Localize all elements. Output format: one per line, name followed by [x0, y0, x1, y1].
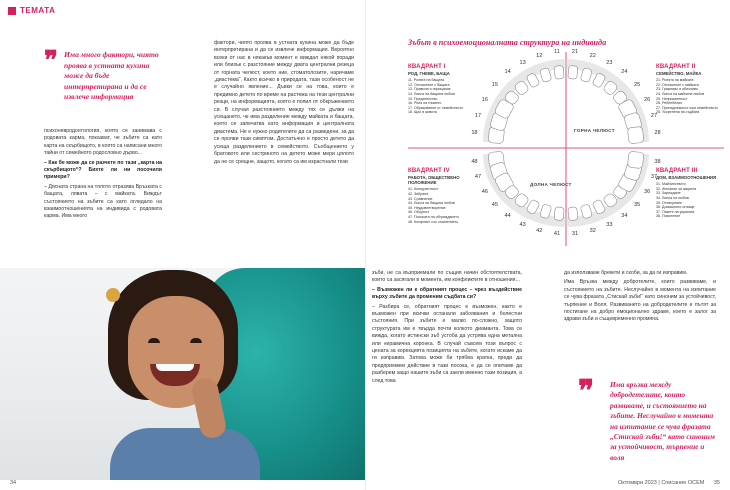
quadrant-2-subtitle: СЕМЕЙСТВО, МАЙКА: [656, 71, 702, 76]
quadrant-item: 44. Липса на бащина любов: [408, 201, 455, 206]
tooth-number-label: 46: [481, 188, 488, 195]
section-tag: [8, 6, 55, 15]
quadrant-item: 34. Липса на любов: [656, 195, 689, 200]
quadrant-3-list: [656, 182, 722, 219]
girl-photo: [0, 268, 365, 480]
tooth-number-label: 12: [536, 52, 543, 59]
quadrant-4: [408, 168, 474, 224]
tooth-31: [568, 207, 578, 221]
right-col1-paragraph: – Възможен ли е обратният процес – чрез въздействие върху зъбите да променим съдбата си?: [372, 286, 522, 301]
quadrant-item: 46. Общност: [408, 210, 430, 215]
quadrant-1-subtitle: РОД, ГНЕВЕ, БАЩА: [408, 71, 450, 76]
quadrant-item: 48. Конфликт със съмнението: [408, 219, 459, 224]
quadrant-item: 31. Майчинството: [656, 182, 686, 187]
quadrant-item: 25. Неприязненост: [656, 96, 688, 101]
quadrant-item: 12. Отношение с бащата: [408, 82, 450, 87]
right-col1-paragraph: зъби, не са възприемали по същия начин обстоятелствата, които са засягали в момента, им конфликтите в отношения...: [372, 270, 522, 284]
quadrant-item: 43. Сравнение: [408, 196, 433, 201]
quadrant-item: 42. Забрана: [408, 192, 429, 196]
tooth-number-label: 25: [633, 81, 641, 88]
quadrant-item: 27. Принадлежност към семейството: [656, 105, 718, 110]
right-pull-quote-text: Има връзка между добродетелите, които развиваме, и състоянието на зъбите. Неслучайно в момента на изпитание се чува фразата „Стискай зъби!“ като синоним за устойчивост, търпение и воля: [610, 380, 715, 462]
right-pull-quote: [578, 375, 718, 463]
tooth-number-label: 33: [606, 221, 613, 228]
tooth-38: [627, 151, 643, 168]
tooth-number-label: 13: [519, 59, 526, 66]
tooth-28: [627, 126, 643, 143]
quadrant-item: 11. Ролята на бащата: [408, 78, 444, 83]
hair-bow: [106, 288, 120, 302]
quadrant-item: 18. Щах в живота: [408, 110, 437, 115]
quadrant-4-title: КВАДРАНТ IV: [408, 168, 450, 174]
quadrant-item: 41. Конкурентност: [408, 187, 439, 192]
quadrant-item: 17. Образование от семейството: [408, 105, 463, 110]
quadrant-item: 35. Отхвърляне: [656, 200, 683, 205]
tooth-number-label: 27: [650, 112, 658, 119]
left-col1-paragraph: – Как бе може да се разчете по тази „карта на скърбищото“? Бихте ли ни посочили примери?: [44, 159, 162, 181]
quadrant-2-title: КВАДРАНТ II: [656, 64, 696, 70]
quadrant-4-subtitle: РАБОТА, ОБЩЕСТВЕНО ПОЛОЖЕНИЕ: [408, 175, 460, 186]
quote-mark-icon: ❞: [578, 375, 595, 408]
quadrant-item: 45. Неудовлетворение: [408, 205, 446, 210]
left-col1-paragraph: – Дясната страна на тялото отразява Връзката с бащата, лявата – с майката. Виждът състоянието на зъбите са като огледало на взаимоотношенията на индивида с родовата карма. Има много: [44, 183, 162, 220]
girl-eye-left: [148, 338, 160, 343]
left-col2-paragraph: фактори, чиято проява в устната кухина може да бъде интерпретирана и да се извлече информация. Вероятно всеки от нас в някакъв момент е виждал някой поради или близък с разстояние между двата централни резеца от горната челюст, което ние, стоматолозите, наричаме „диастема“. Както всичко в природата, тази особеност не е случайно явление... Дъвки се на това, които е предимно детето по време на растежа на тези централни резци, на информацията, която е попил от обкръжението си. В случая разстоянието между тях се дължи на усещането, че има разделение между майката и бащата, което се запечатва като информация в централната диастема. Не е нужно родителите да са разведени, за да се прояви тази симптом. Достатъчно е просто детето да усеща разделението в семейството. Съобщението у братовото или сестриното на детето може мери цялото да не се срещне, защото, когато са им израстнали тези: [214, 40, 354, 165]
quadrant-item: 37. Пазете на украсата: [656, 209, 695, 214]
tooth-number-label: 31: [571, 230, 579, 237]
tooth-number-label: 22: [589, 52, 596, 59]
quadrant-item: 14. Липса на бащина любов: [408, 91, 455, 96]
diagram-title: Зъбът в психоемоционалната структура на индивида: [408, 38, 607, 47]
quadrant-3: [656, 168, 722, 219]
quadrant-3-subtitle: ДОМ, ВЗАИМООТНОШЕНИЯ: [656, 175, 717, 180]
left-col1-paragraph: психоневродонтология, която се занимава с родовата карма, показват, че зъбите са като карта на скърбищото, в която са написани много тайни от семейното родословно дърво...: [44, 128, 162, 157]
tooth-number-label: 18: [471, 130, 478, 137]
tooth-number-label: 45: [491, 201, 498, 208]
tooth-number-label: 28: [654, 130, 661, 137]
tooth-21: [568, 65, 578, 79]
quadrant-2: [656, 64, 722, 115]
section-tag-label: ТЕМАТА: [20, 6, 56, 15]
section-tag-square: [8, 7, 16, 15]
quadrant-item: 15. Предателство: [408, 96, 438, 101]
tooth-number-label: 34: [621, 212, 628, 219]
page-footer-right: [618, 480, 720, 486]
tooth-number-label: 41: [553, 230, 561, 237]
upper-jaw-label: ГОРНА ЧЕЛЮСТ: [574, 128, 615, 133]
girl-shirt: [110, 428, 260, 480]
right-page: [365, 0, 730, 490]
tooth-number-label: 24: [621, 69, 628, 76]
tooth-number-label: 47: [474, 174, 482, 181]
tooth-number-label: 23: [606, 59, 613, 66]
tooth-number-label: 43: [519, 221, 526, 228]
quadrant-1-title: КВАДРАНТ I: [408, 64, 446, 70]
girl-eye-right: [190, 338, 202, 343]
tooth-number-label: 37: [650, 174, 658, 181]
left-column-1: [44, 128, 162, 223]
page-number-right: 35: [713, 480, 720, 486]
quadrant-item: 32. Желание за закрила: [656, 186, 697, 191]
page-number-left: 34: [10, 480, 17, 486]
quadrant-item: 47. Посоката на обграждането: [408, 214, 459, 219]
tooth-number-label: 17: [474, 112, 482, 119]
quadrant-1-list: [408, 78, 474, 115]
tooth-number-label: 35: [633, 201, 641, 208]
quadrant-item: 26. Ребенбелие: [656, 101, 683, 106]
left-pull-quote: [44, 46, 164, 103]
left-column-2: [214, 40, 354, 168]
quadrant-1: [408, 64, 474, 115]
teeth-diagram: [406, 50, 726, 250]
tooth-number-label: 44: [504, 212, 511, 219]
tooth-number-label: 42: [536, 227, 543, 234]
tooth-number-label: 36: [644, 188, 651, 195]
quadrant-item: 33. Зареждане: [656, 191, 681, 196]
tooth-number-label: 48: [471, 158, 478, 165]
quadrant-item: 28. Укоренена на съдбата: [656, 110, 700, 115]
left-pull-quote-text: Има много фактори, чиято проява в устната кухина може да бъде интерпретирана и да се извлече информация: [64, 50, 159, 101]
girl-teeth: [156, 364, 194, 371]
quadrant-4-list: [408, 187, 474, 224]
quadrant-3-title: КВАДРАНТ III: [656, 168, 698, 174]
quadrant-item: 36. Домашното огнище: [656, 205, 695, 210]
quadrant-item: 38. Поколение: [656, 214, 681, 219]
tooth-number-label: 32: [589, 227, 596, 234]
footer-magazine-text: Октомври 2023 | Списание ОСЕМ: [617, 480, 705, 486]
quadrant-item: 24. Липса на майчина любов: [656, 91, 705, 96]
tooth-number-label: 11: [554, 49, 560, 56]
tooth-number-label: 26: [644, 96, 651, 103]
quadrant-item: 13. Правила и порицание: [408, 87, 451, 92]
quadrant-2-list: [656, 78, 722, 115]
right-col1-paragraph: – Разбира се, обратният процес е възможен, както е възможен при всички останали забоявания и болестни състояния. При зъбите е малко по-сложно, защото структурата им е твърда почти колкото диаманта. Това се вижда, когато истински зъб устоба да устрява една метална или керамична коронка. В случай съвсем този въпрос с цената за корекцията позицията на зъбите, когато искаме да ги изправим. Затова може би трябва кратка, преди да предприемем действие в тази посока, е да се опитаме да разберем защо нашите зъби са заели именно тази позиция, а след това: [372, 303, 522, 384]
right-col2-paragraph: Има Връзка между добротелите, които развиваме, и състоянието на зъбите. Неслучайно в момента на изпитание се чува фразата „Стискай зъби!“ като синоним за устойчивост, търпение и Воля. Развиването на добродетелите е пътят за постигане на добро емоционално здраве, което е залог за здрави зъби и същевременно промяна.: [564, 279, 716, 323]
tooth-number-label: 16: [481, 96, 488, 103]
quote-mark-icon: ❞: [44, 46, 58, 75]
quadrant-item: 21. Ролята на майката: [656, 78, 694, 83]
right-column-1: [372, 270, 522, 387]
right-column-2: [564, 270, 716, 326]
right-col2-paragraph: да използваме брекети и скоби, за да ги изправим.: [564, 270, 688, 276]
lower-jaw-label: ДОЛНА ЧЕЛЮСТ: [530, 182, 572, 187]
tooth-11: [554, 65, 564, 79]
tooth-number-label: 15: [491, 81, 498, 88]
tooth-number-label: 38: [654, 158, 661, 165]
tooth-41: [554, 207, 564, 221]
quadrant-item: 16. Роля на гнимето: [408, 101, 442, 106]
tooth-number-label: 14: [504, 69, 511, 76]
quadrant-item: 23. Грижливо и обичливо: [656, 87, 699, 92]
quadrant-item: 22. Отношение с майката: [656, 82, 699, 87]
tooth-number-label: 21: [571, 49, 579, 56]
